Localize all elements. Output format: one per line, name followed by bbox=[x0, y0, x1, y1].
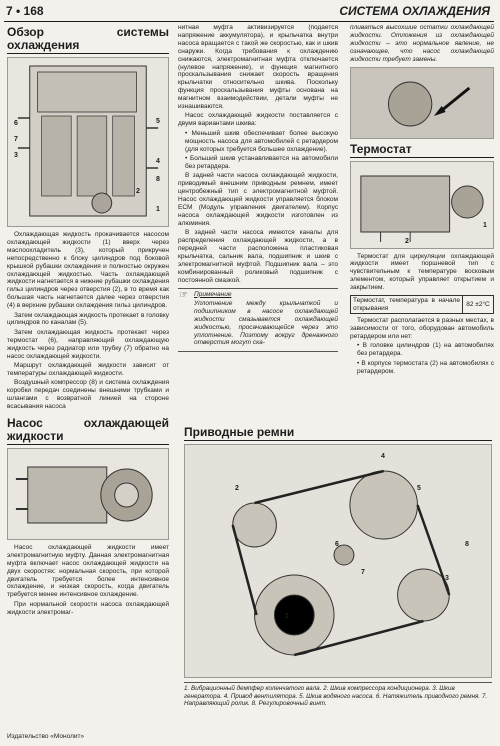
overview-heading: Обзор системы охлаждения bbox=[7, 25, 169, 52]
fig-label: 2 bbox=[235, 485, 239, 492]
paragraph: Затем охлаждающая жидкость протекает в головку цилиндров по каналам (5). bbox=[7, 311, 169, 327]
cooling-system-diagram bbox=[7, 57, 169, 227]
thermostat-spec-table bbox=[350, 295, 494, 314]
paragraph: Насос охлаждающей жидкости имеет электромагнитную муфту. Данная электромагнитная муфта включает насос охлаждающей жидкости на двух скоростях: нормальная скорость, при которой двигатель требуется более интенсивное охлаждение, и низкая скорость, когда двигатель требуется менее интенсивное охлаждение. bbox=[7, 543, 169, 599]
fig-label: 8 bbox=[465, 541, 469, 548]
fig-label: 2 bbox=[405, 237, 409, 245]
bullet-item: • Больший шкив устанавливается на автомобили без ретардера. bbox=[185, 155, 338, 170]
pump-heading: Насос охлаждающей жидкости bbox=[7, 415, 169, 443]
paragraph: В задней части насоса охлаждающей жидкости, приводимый внешним приводным ремнем, имеет центробежный тип с электромагнитной муфтой. Насос охлаждающей жидкости управляется блоком ECM (Модуль управления двигателем). Корпус насоса охлаждающей жидкости изготовлен из алюминия. bbox=[178, 172, 338, 227]
fig-label: 3 bbox=[445, 575, 449, 582]
note-box bbox=[178, 288, 338, 352]
fig-label: 6 bbox=[14, 120, 18, 127]
paragraph: Затем охлаждающая жидкость протекает через термостат (6), направляющий охлаждающую жидкость через радиатор или трубку (7) обратно на насос охлаждающей жидкости. bbox=[7, 328, 169, 360]
thermostat-heading: Термостат bbox=[350, 143, 494, 158]
paragraph: Термостат располагается в разных местах, в зависимости от того, оборудован автомобиль ретардером или нет: bbox=[350, 317, 494, 340]
paragraph: нитная муфта активизируется (подается напряжение аккумулятора), и крыльчатка внутри насоса вращается с такой же скоростью, как и шкив снаружи. Когда требования к охлаждению снижаются, электромагнитная муфта отключается (нулевое напряжение), и функция магнитного проскальзывания снижает скорость вращения крыльчатки относительно шкива. Поскольку функция проскальзывания муфты основана на магнитном взаимодействии, детали муфты не изнашиваются. bbox=[178, 24, 338, 111]
coolant-pump-photo bbox=[7, 448, 169, 540]
belts-heading: Приводные ремни bbox=[184, 426, 492, 441]
bullet-item: • В корпусе термостата (2) на автомобилях с ретардером. bbox=[357, 359, 494, 375]
paragraph: Охлаждающая жидкость прокачивается насосом охлаждающей жидкости (1) вверх через маслоохладитель (3), который прикручен непосредственно к блоку цилиндров под боковой крышкой рубашки охлаждения и полностью окружен охлаждающей жидкостью. Часть охлаждающей жидкости нагнетается в нижние рубашки охлаждения гильз цилиндров через отверстия (2), в то время как большая часть нагнетается далее через отверстия (4) в верхние рубашки охлаждения гильз цилиндров. bbox=[7, 231, 169, 310]
page-header bbox=[4, 3, 494, 22]
pump-drain-photo bbox=[350, 67, 494, 139]
spec-label: Термостат, температура в начале открывания bbox=[351, 296, 463, 314]
drive-belt-diagram bbox=[184, 444, 492, 678]
fig-label: 7 bbox=[14, 136, 18, 143]
bullet-item: • В головке цилиндров (1) на автомобилях без ретардера. bbox=[357, 342, 494, 358]
fig-label: 4 bbox=[156, 158, 160, 165]
fig-label: 1 bbox=[156, 206, 160, 213]
fig-label: 5 bbox=[417, 485, 421, 492]
fig-label: 6 bbox=[335, 541, 339, 548]
drive-belts-section bbox=[184, 426, 492, 708]
note-title: Примечание bbox=[194, 290, 232, 298]
hand-pointer-icon: ☞ bbox=[179, 289, 188, 301]
footer-publisher: Издательство «Монолит» bbox=[7, 733, 85, 740]
fig-label: 2 bbox=[136, 188, 140, 195]
paragraph: Насос охлаждающей жидкости поставляется с двумя вариантами шкива: bbox=[178, 112, 338, 128]
paragraph: пливаться высохшие остатки охлаждающей жидкости. Отложения из охлаждающей жидкости – это нормальное явление, не означающее, что насос охлаждающей жидкости требует замены. bbox=[350, 24, 494, 63]
section-title: СИСТЕМА ОХЛАЖДЕНИЯ bbox=[339, 4, 490, 18]
paragraph: В задней части насоса имеются каналы для распределения охлаждающей жидкости, а в передней части расположена пластиковая крыльчатка, сальник вала, подшипник и шкив с электромагнитной муфтой. Подшипник вала – это комбинированный роликовый подшипник с постоянной смазкой. bbox=[178, 229, 338, 284]
spec-value: 82 ±2°С bbox=[463, 296, 494, 314]
paragraph: Термостат для циркуляции охлаждающей жидкости имеет поршневой тип с чувствительным к температуре восковым элементом, который управляет открытием и закрытием. bbox=[350, 252, 494, 292]
page-number: 7 • 168 bbox=[6, 4, 44, 18]
fig-label: 8 bbox=[156, 176, 160, 183]
bullet-item: • Меньший шкив обеспечивает более высокую мощность насоса для автомобилей с ретардером (для которых требуется большее охлаждение). bbox=[185, 129, 338, 153]
column-1 bbox=[7, 24, 169, 724]
paragraph: Воздушный компрессор (8) и система охлаждения коробки передач соединены внешними трубками и шлангами с возвратной линией на стороне всасывания насоса bbox=[7, 379, 169, 411]
column-2 bbox=[178, 24, 338, 448]
fig-label: 1 bbox=[285, 613, 289, 620]
fig-label: 1 bbox=[483, 221, 487, 229]
figure-caption: 1. Вибрационный демпфер коленчатого вала. 2. Шкив компрессора кондиционера. 3. Шкив генератора. 4. Привод вентилятора. 5. Шкив водяного насоса. 6. Натяжитель приводного ремня. 7. Направляющий ролик. 8. Регулировочный винт. bbox=[184, 682, 492, 708]
fig-label: 7 bbox=[361, 569, 365, 576]
fig-label: 4 bbox=[381, 453, 385, 460]
paragraph: При нормальной скорости насоса охлаждающей жидкости электромаг- bbox=[7, 600, 169, 616]
fig-label: 3 bbox=[14, 152, 18, 159]
note-text: Уплотнение между крыльчаткой и подшипником в насосе охлаждающей жидкости смазывается охлаждающей жидкостью, просачивающейся через это уплотнение. Поэтому вокруг дренажного отверстия могут ска- bbox=[194, 299, 338, 347]
paragraph: Маршрут охлаждающей жидкости зависит от температуры охлаждающей жидкости. bbox=[7, 362, 169, 377]
thermostat-photo bbox=[350, 161, 494, 249]
fig-label: 5 bbox=[156, 118, 160, 125]
column-3 bbox=[350, 24, 494, 444]
